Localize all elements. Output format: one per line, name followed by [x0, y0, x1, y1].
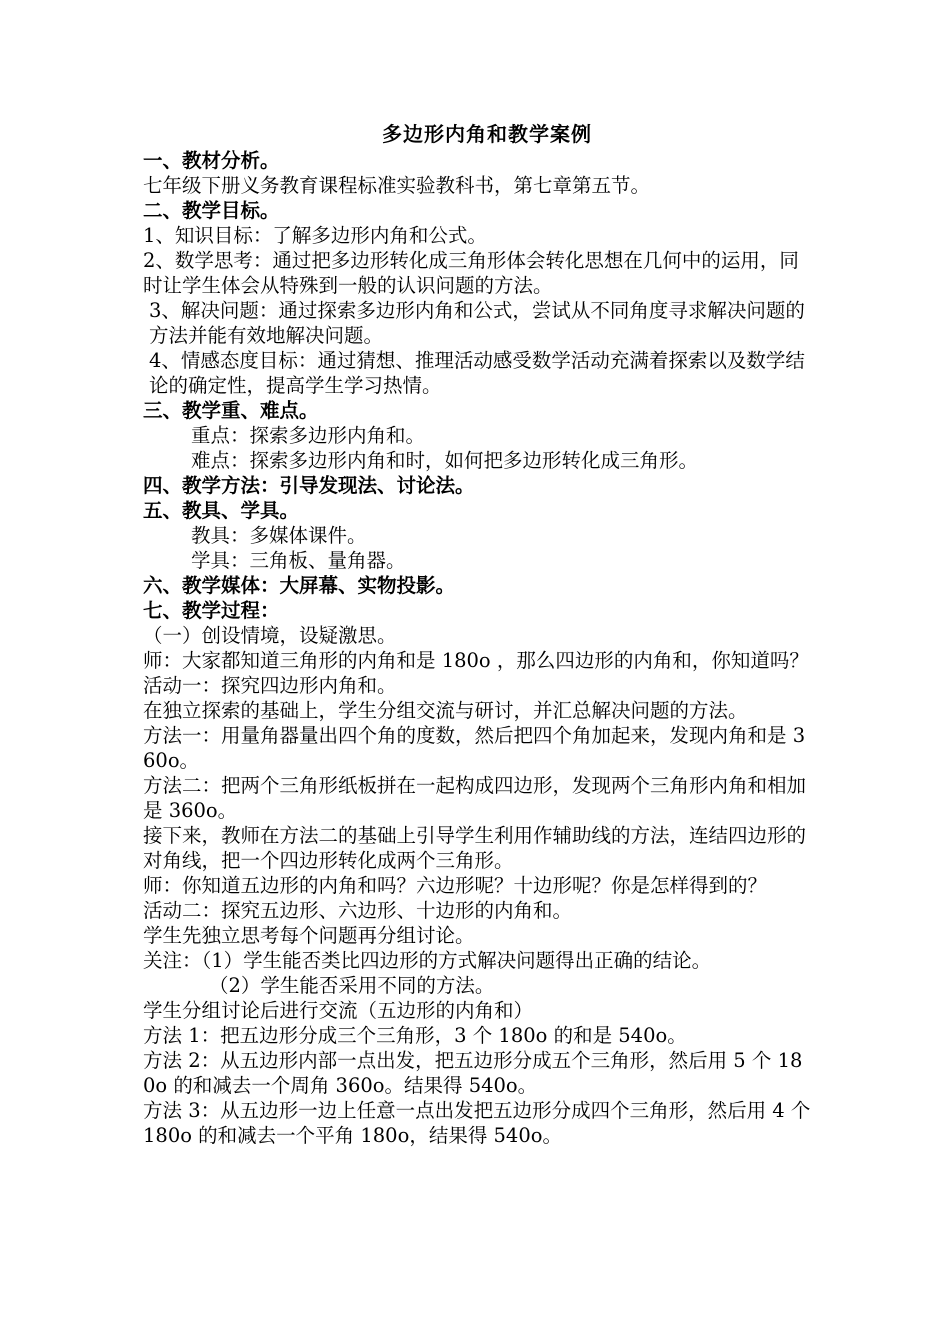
- section-heading: 五、教具、学具。: [143, 499, 300, 522]
- paragraph-line: 4、情感态度目标：通过猜想、推理活动感受数学活动充满着探索以及数学结论的确定性，提高学生学习热情。: [149, 349, 805, 397]
- section-heading: 六、教学媒体：大屏幕、实物投影。: [143, 574, 456, 597]
- paragraph-line: 学具：三角板、量角器。: [191, 549, 406, 572]
- section-heading: 七、教学过程：: [143, 599, 280, 622]
- paragraph-line: 方法 1：把五边形分成三个三角形，3 个 180o 的和是 540o。: [143, 1024, 687, 1047]
- paragraph-line: 师：你知道五边形的内角和吗？六边形呢？十边形呢？你是怎样得到的？: [143, 874, 768, 897]
- paragraph-line: 学生分组讨论后进行交流（五边形的内角和）: [143, 999, 534, 1022]
- paragraph-line: 2、数学思考：通过把多边形转化成三角形体会转化思想在几何中的运用，同时让学生体会从特殊到一般的认识问题的方法。: [143, 249, 799, 297]
- paragraph-line: 方法二：把两个三角形纸板拼在一起构成四边形，发现两个三角形内角和相加是 360o。: [143, 774, 807, 822]
- paragraph-line: 师：大家都知道三角形的内角和是 180o ，那么四边形的内角和，你知道吗？: [143, 649, 809, 672]
- paragraph-line: 3、解决问题：通过探索多边形内角和公式，尝试从不同角度寻求解决问题的方法并能有效地解决问题。: [149, 299, 805, 347]
- section-heading: 一、教材分析。: [143, 149, 280, 172]
- section-heading: 二、教学目标。: [143, 199, 280, 222]
- document-lines: [143, 148, 811, 1148]
- paragraph-line: 难点：探索多边形内角和时，如何把多边形转化成三角形。: [191, 449, 699, 472]
- paragraph-line: 教具：多媒体课件。: [191, 524, 367, 547]
- document-body: [143, 122, 811, 1148]
- paragraph-line: 活动二：探究五边形、六边形、十边形的内角和。: [143, 899, 573, 922]
- paragraph-line: （一）创设情境，设疑激思。: [143, 624, 397, 647]
- paragraph-line: 七年级下册义务教育课程标准实验教科书，第七章第五节。: [143, 174, 651, 197]
- section-heading: 三、教学重、难点。: [143, 399, 319, 422]
- paragraph-line: 重点：探索多边形内角和。: [191, 424, 426, 447]
- paragraph-line: 活动一：探究四边形内角和。: [143, 674, 397, 697]
- paragraph-line: 方法 2：从五边形内部一点出发，把五边形分成五个三角形，然后用 5 个 180o 的和减去一个周角 360o。结果得 540o。: [143, 1049, 803, 1097]
- paragraph-line: （2）学生能否采用不同的方法。: [209, 974, 495, 997]
- paragraph-line: 1、知识目标：了解多边形内角和公式。: [143, 224, 487, 247]
- paragraph-line: 关注：（1）学生能否类比四边形的方式解决问题得出正确的结论。: [143, 949, 712, 972]
- paragraph-line: 接下来，教师在方法二的基础上引导学生利用作辅助线的方法，连结四边形的对角线，把一个四边形转化成两个三角形。: [143, 824, 807, 872]
- section-heading: 四、教学方法：引导发现法、讨论法。: [143, 474, 475, 497]
- document-title: 多边形内角和教学案例: [382, 122, 592, 146]
- paragraph-line: 在独立探索的基础上，学生分组交流与研讨，并汇总解决问题的方法。: [143, 699, 748, 722]
- paragraph-line: 方法一：用量角器量出四个角的度数，然后把四个角加起来，发现内角和是 360o。: [143, 724, 806, 772]
- paragraph-line: 学生先独立思考每个问题再分组讨论。: [143, 924, 475, 947]
- paragraph-line: 方法 3：从五边形一边上任意一点出发把五边形分成四个三角形，然后用 4 个 180o 的和减去一个平角 180o，结果得 540o。: [143, 1099, 811, 1147]
